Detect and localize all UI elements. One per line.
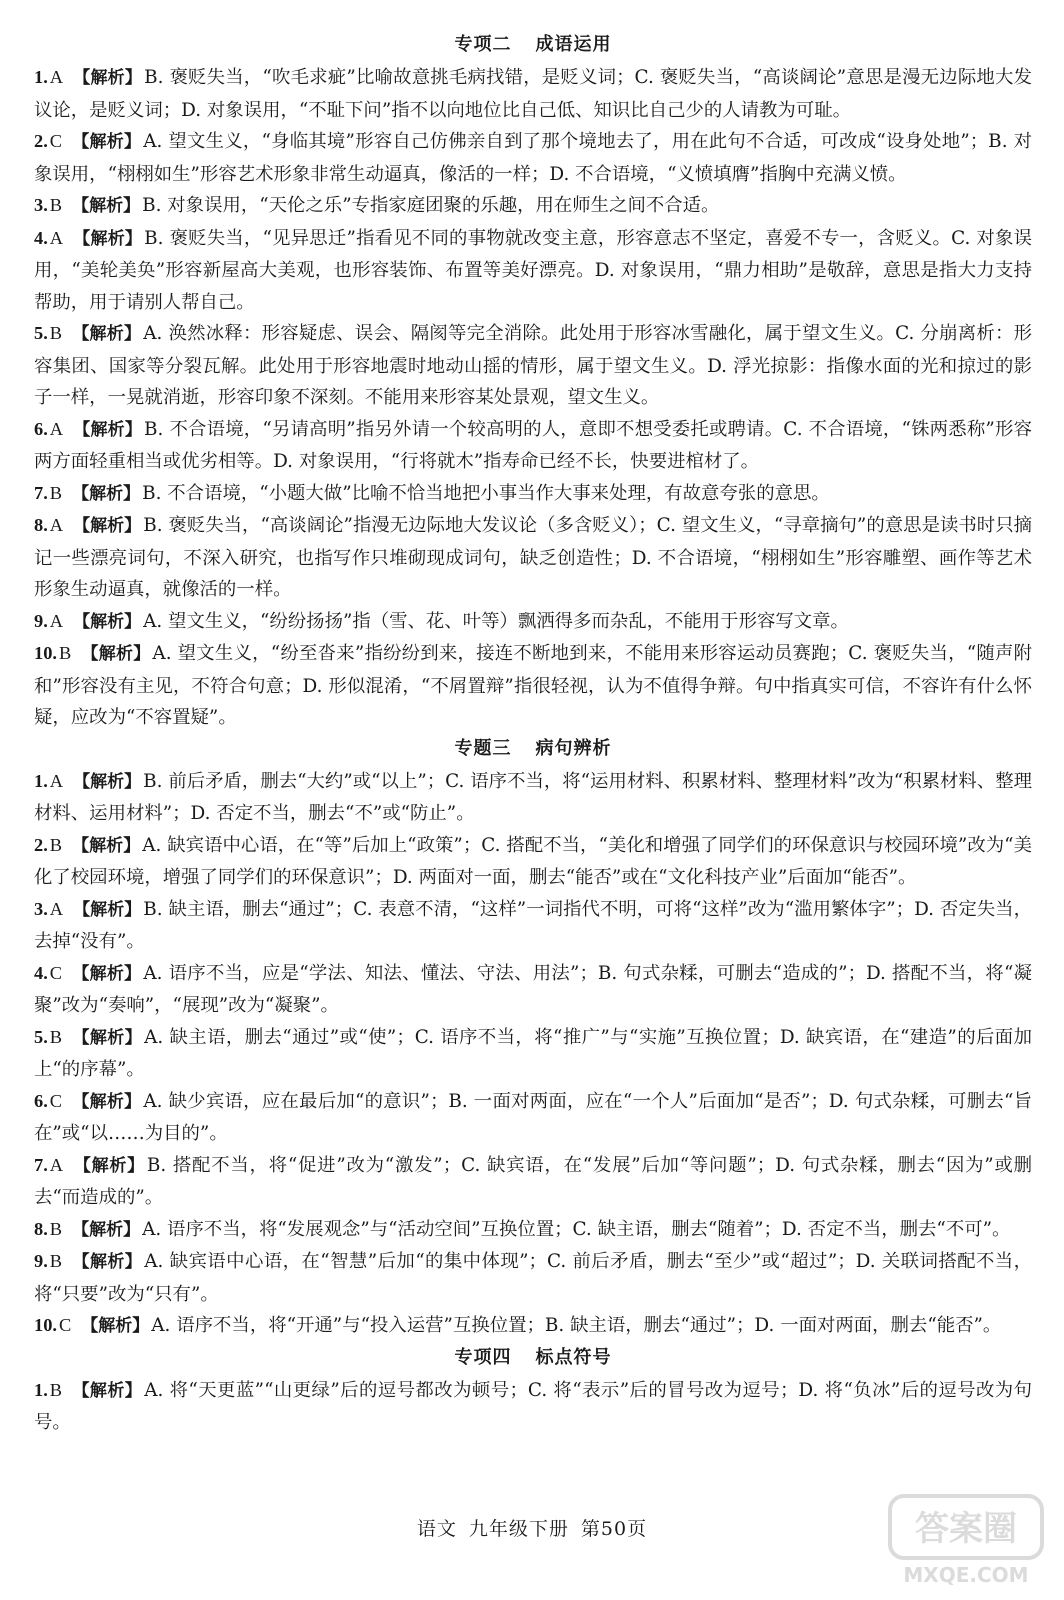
answer-number: 8. [34, 1218, 48, 1239]
analysis-tag: 【解析】 [73, 771, 142, 792]
answer-item [34, 894, 1032, 958]
answer-item [34, 606, 1032, 639]
answer-item [34, 510, 1032, 606]
answer-choice: A [49, 770, 64, 791]
answer-number: 6. [34, 1090, 48, 1111]
answer-item [34, 318, 1032, 414]
answer-page [34, 30, 1032, 1439]
answer-choice: C [49, 131, 63, 151]
analysis-text: B. 不合语境，“小题大做”比喻不恰当地把小事当作大事来处理，有故意夸张的意思。 [142, 482, 830, 504]
analysis-text: A. 涣然冰释：形容疑虑、误会、隔阂等完全消除。此处用于形容冰雪融化，属于望文生义。C. 分崩离析：形容集团、国家等分裂瓦解。此处用于形容地震时地动山摇的情形，属于望文生义。D. 浮光掠影：指像水面的光和掠过的影子一样，一晃就消逝，形容印象不深刻。不能用来形容某处景观，望文生义。 [34, 323, 1032, 408]
section-number: 专项四 [454, 1346, 512, 1368]
answer-item [34, 223, 1032, 319]
section-name: 标点符号 [535, 1346, 612, 1368]
analysis-tag: 【解析】 [72, 1091, 142, 1112]
analysis-tag: 【解析】 [73, 419, 143, 440]
footer-page-number: 第50页 [580, 1518, 648, 1540]
footer-subject: 语文 [416, 1518, 457, 1540]
analysis-tag: 【解析】 [72, 324, 142, 344]
section-number: 专项二 [454, 34, 512, 55]
section-sentence-errors [34, 734, 1032, 1343]
answer-choice: B [49, 1379, 63, 1400]
analysis-text: A. 缺主语，删去“通过”或“使”；C. 语序不当，将“推广”与“实施”互换位置；D. 缺宾语，在“建造”的后面加上“的序幕”。 [34, 1026, 1032, 1080]
answer-number: 8. [34, 515, 48, 535]
answer-choice: B [49, 323, 63, 343]
analysis-text: B. 缺主语，删去“通过”；C. 表意不清，“这样”一词指代不明，可将“这样”改为“滥用繁体字”；D. 否定失当，去掉“没有”。 [34, 898, 1033, 952]
answer-choice: B [49, 1251, 63, 1271]
section-punctuation [34, 1343, 1032, 1439]
analysis-tag: 【解析】 [72, 963, 142, 984]
answer-number: 3. [34, 195, 48, 215]
answer-choice: B [49, 482, 63, 503]
analysis-tag: 【解析】 [73, 899, 142, 920]
answer-item [34, 126, 1032, 190]
analysis-tag: 【解析】 [73, 68, 143, 88]
analysis-tag: 【解析】 [72, 1027, 143, 1048]
analysis-tag: 【解析】 [72, 1252, 143, 1272]
section-idioms [34, 30, 1032, 734]
answer-item [34, 830, 1032, 894]
analysis-tag: 【解析】 [72, 1380, 143, 1401]
answer-number: 4. [34, 227, 48, 248]
analysis-tag: 【解析】 [73, 1155, 145, 1176]
section-title [34, 1343, 1032, 1375]
answer-item [34, 1150, 1032, 1214]
answer-item [34, 1022, 1032, 1086]
analysis-text: A. 语序不当，将“开通”与“投入运营”互换位置；B. 缺主语，删去“通过”；D. 一面对两面，删去“能否”。 [151, 1315, 1002, 1336]
answer-item [34, 478, 1032, 511]
analysis-text: A. 将“天更蓝”“山更绿”后的逗号都改为顿号；C. 将“表示”后的冒号改为逗号；D. 将“负冰”后的逗号改为句号。 [34, 1379, 1033, 1433]
answer-number: 9. [34, 1251, 48, 1271]
analysis-tag: 【解析】 [72, 1219, 141, 1240]
answer-number: 6. [34, 418, 48, 439]
analysis-tag: 【解析】 [73, 228, 143, 249]
answer-number: 4. [34, 962, 48, 983]
analysis-text: B. 搭配不当，将“促进”改为“激发”；C. 缺宾语，在“发展”后加“等问题”；D. 句式杂糅，删去“因为”或删去“而造成的”。 [34, 1154, 1032, 1208]
analysis-text: A. 语序不当，将“发展观念”与“活动空间”互换位置；C. 缺主语，删去“随着”；D. 否定不当，删去“不可”。 [142, 1218, 1011, 1240]
answer-number: 1. [34, 770, 48, 791]
analysis-tag: 【解析】 [72, 196, 141, 216]
answer-number: 9. [34, 610, 48, 631]
answer-item [34, 1214, 1032, 1247]
answer-choice: C [59, 1315, 72, 1335]
answer-choice: A [49, 610, 64, 631]
answer-choice: A [49, 515, 64, 535]
answer-choice: B [49, 195, 63, 215]
answer-item [34, 1375, 1032, 1439]
answer-number: 1. [34, 67, 48, 87]
answer-number: 2. [34, 131, 48, 151]
watermark-text: 答案圈 [915, 1509, 1017, 1549]
answer-item [34, 766, 1032, 830]
footer-grade: 九年级下册 [468, 1518, 569, 1540]
answer-item [34, 190, 1032, 223]
analysis-text: B. 前后矛盾，删去“大约”或“以上”；C. 语序不当，将“运用材料、积累材料、整理材料”改为“积累材料、整理材料、运用材料”；D. 否定不当，删去“不”或“防止”。 [34, 770, 1032, 824]
answer-number: 1. [34, 1379, 48, 1400]
answer-number: 5. [34, 1026, 48, 1047]
answer-choice: B [59, 643, 72, 663]
answer-number: 7. [34, 482, 48, 503]
answer-item [34, 1246, 1032, 1310]
answer-choice: A [49, 898, 64, 919]
watermark-logo [886, 1490, 1046, 1590]
analysis-text: A. 望文生义，“纷至沓来”指纷纷到来，接连不断地到来，不能用来形容运动员赛跑；C. 褒贬失当，“随声附和”形容没有主见，不符合句意；D. 形似混淆，“不屑置辩”指很轻视，认为不值得争辩。句中指真实可信，不容许有什么怀疑，应改为“不容置疑”。 [34, 643, 1032, 728]
answer-number: 7. [34, 1154, 48, 1175]
analysis-text: A. 缺宾语中心语，在“等”后加上“政策”；C. 搭配不当，“美化和增强了同学们的环保意识与校园环境”改为“美化了校园环境，增强了同学们的环保意识”；D. 两面对一面，删去“能否”或在“文化科技产业”后面加“能否”。 [34, 834, 1032, 888]
answer-item [34, 1086, 1032, 1150]
section-title [34, 30, 1032, 62]
answer-number: 2. [34, 834, 48, 855]
answer-list [34, 1375, 1032, 1439]
answer-choice: B [49, 834, 63, 855]
analysis-text: A. 语序不当，应是“学法、知法、懂法、守法、用法”；B. 句式杂糅，可删去“造成的”；D. 搭配不当，将“凝聚”改为“奏响”，“展现”改为“凝聚”。 [34, 962, 1032, 1016]
answer-list [34, 766, 1032, 1343]
watermark-url: MXQE.COM [903, 1563, 1029, 1587]
analysis-tag: 【解析】 [72, 483, 141, 504]
answer-number: 5. [34, 323, 48, 343]
analysis-tag: 【解析】 [72, 835, 141, 856]
answer-choice: A [49, 67, 64, 87]
answer-choice: C [49, 962, 63, 983]
answer-choice: A [49, 1154, 64, 1175]
answer-number: 10. [34, 1315, 57, 1335]
answer-item [34, 414, 1032, 478]
answer-number: 3. [34, 898, 48, 919]
analysis-text: B. 褒贬失当，“吹毛求疵”比喻故意挑毛病找错，是贬义词；C. 褒贬失当，“高谈阔论”意思是漫无边际地大发议论，是贬义词；D. 对象误用，“不耻下问”指不以向地位比自己低、知识比自己少的人请教为可耻。 [34, 67, 1032, 121]
answer-choice: B [49, 1026, 63, 1047]
analysis-text: A. 望文生义，“身临其境”形容自己仿佛亲自到了那个境地去了，用在此句不合适，可改成“设身处地”；B. 对象误用，“栩栩如生”形容艺术形象非常生动逼真，像活的一样；D. 不合语境，“义愤填膺”指胸中充满义愤。 [34, 131, 1033, 185]
analysis-tag: 【解析】 [73, 516, 142, 536]
answer-list [34, 62, 1032, 734]
answer-choice: A [49, 227, 64, 248]
analysis-text: B. 对象误用，“天伦之乐”专指家庭团聚的乐趣，用在师生之间不合适。 [142, 195, 720, 216]
section-number: 专题三 [454, 737, 512, 759]
analysis-text: B. 不合语境，“另请高明”指另外请一个较高明的人，意即不想受委托或聘请。C. 不合语境，“铢两悉称”形容两方面轻重相当或优劣相等。D. 对象误用，“行将就木”指寿命已经不长，快要进棺材了。 [34, 418, 1032, 472]
analysis-text: B. 褒贬失当，“高谈阔论”指漫无边际地大发议论（多含贬义）；C. 望文生义，“寻章摘句”的意思是读书时只摘记一些漂亮词句，不深入研究，也指写作只堆砌现成词句，缺乏创造性；D. 不合语境，“栩栩如生”形容雕塑、画作等艺术形象生动逼真，就像活的一样。 [34, 515, 1033, 600]
answer-choice: A [49, 418, 64, 439]
analysis-tag: 【解析】 [73, 611, 142, 632]
analysis-tag: 【解析】 [81, 644, 151, 664]
section-title [34, 734, 1032, 766]
analysis-text: A. 缺少宾语，应在最后加“的意识”；B. 一面对两面，应在“一个人”后面加“是否”；D. 句式杂糅，可删去“旨在”或“以……为目的”。 [34, 1090, 1033, 1144]
answer-number: 10. [34, 643, 57, 663]
answer-item [34, 638, 1032, 734]
analysis-tag: 【解析】 [81, 1316, 150, 1336]
answer-item [34, 1310, 1032, 1343]
answer-choice: C [49, 1090, 63, 1111]
section-name: 成语运用 [535, 34, 612, 55]
analysis-text: B. 褒贬失当，“见异思迁”指看见不同的事物就改变主意，形容意志不坚定，喜爱不专一，含贬义。C. 对象误用，“美轮美奂”形容新屋高大美观，也形容装饰、布置等美好漂亮。D. 对象误用，“鼎力相助”是敬辞，意思是指大力支持帮助，用于请别人帮自己。 [34, 227, 1033, 313]
answer-item [34, 958, 1032, 1022]
answer-item [34, 62, 1032, 126]
section-name: 病句辨析 [535, 737, 612, 759]
analysis-text: A. 望文生义，“纷纷扬扬”指（雪、花、叶等）飘洒得多而杂乱，不能用于形容写文章。 [143, 610, 849, 632]
analysis-tag: 【解析】 [72, 132, 142, 152]
answer-choice: B [49, 1218, 63, 1239]
analysis-text: A. 缺宾语中心语，在“智慧”后加“的集中体现”；C. 前后矛盾，删去“至少”或“超过”；D. 关联词搭配不当，将“只要”改为“只有”。 [34, 1251, 1033, 1305]
